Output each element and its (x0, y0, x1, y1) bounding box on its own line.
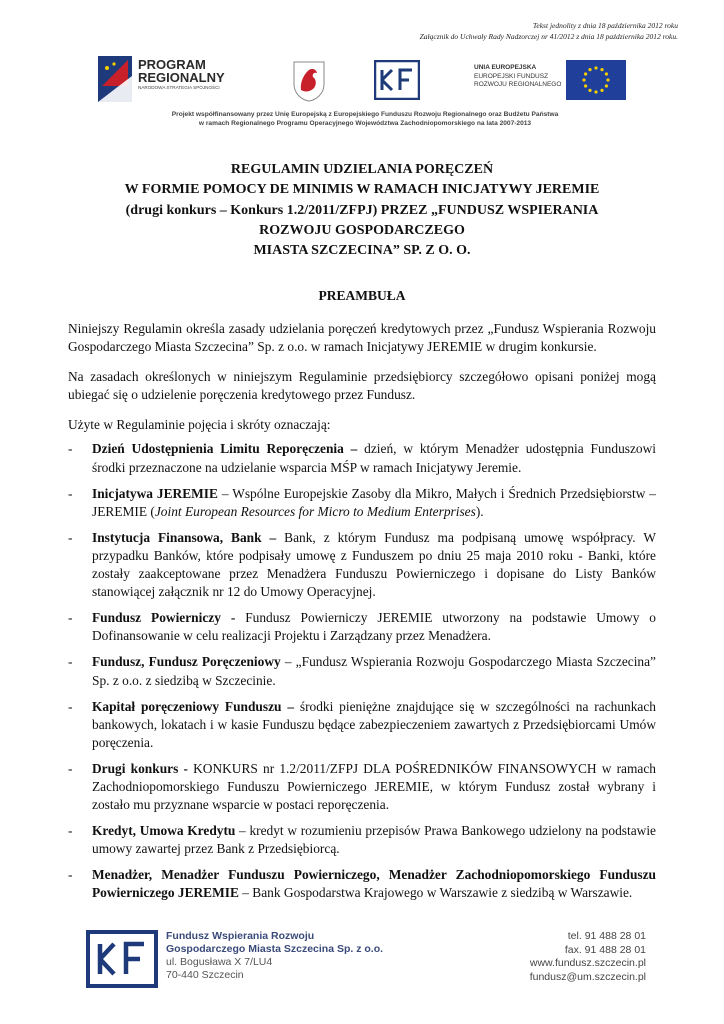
definition-item: - Inicjatywa JEREMIE – Wspólne Europejskie Zasoby dla Mikro, Małych i Średnich Przedsiębiorstw – JEREMIE (Joint European Resources for Micro to Medium Enterprises). (68, 485, 656, 519)
definition-text: dzień, w którym Menadżer udostępnia Funduszowi środki przeznaczone na udzielanie wsparcia MŚP w ramach Inicjatywy Jeremie. (92, 441, 656, 475)
definition-term: Inicjatywa JEREMIE (92, 485, 218, 501)
definition-item: - Menadżer, Menadżer Funduszu Powierniczego, Menadżer Zachodniopomorskiego Funduszu Powierniczego JEREMIE – Bank Gospodarstwa Krajowego w Warszawie z siedzibą w Warszawie. (68, 867, 656, 901)
program-regionalny-line-2: REGIONALNY (138, 70, 225, 85)
footer-org-line-2: Gospodarczego Miasta Szczecina Sp. z o.o. (166, 943, 384, 955)
document-header-note (420, 20, 678, 42)
footer-website-link[interactable]: www.fundusz.szczecin.pl (529, 957, 646, 969)
definition-text: – kredyt w rozumieniu przepisów Prawa Bankowego udzielony na podstawie umowy zawartej przez Bank z Przedsiębiorcą. (92, 823, 656, 857)
eu-logo (474, 60, 630, 104)
definition-item: - Kredyt, Umowa Kredytu – kredyt w rozumieniu przepisów Prawa Bankowego udzielony na podstawie umowy zawartej przez Bank z Przedsiębiorcą. (68, 823, 656, 857)
griffin-coat-of-arms-icon (292, 60, 326, 102)
definition-item: - Kapitał poręczeniowy Funduszu – środki pieniężne znajdujące się w szczególności na rachunkach bankowych, lokatach i w kasie Funduszu będące zabezpieczeniem zawartych z Przedsiębiorcami Umów poręczenia. (68, 698, 656, 750)
paragraph-scope: Niniejszy Regulamin określa zasady udzielania poręczeń kredytowych przez „Fundusz Wspierania Rozwoju Gospodarczego Miasta Szczecina” Sp. z o.o. w ramach Inicjatywy JEREMIE w drugim konkursie. (68, 321, 656, 355)
footer-organization (166, 930, 383, 982)
project-note-line-1: Projekt współfinansowany przez Unię Europejską z Europejskiego Funduszu Rozwoju Regionalnego oraz Budżetu Państwa (171, 111, 559, 118)
definition-item: - Dzień Udostępnienia Limitu Reporęczenia – dzień, w którym Menadżer udostępnia Funduszowi środki przeznaczone na udzielanie wsparcia MŚP w ramach Inicjatywy Jeremie. (68, 441, 656, 475)
title-line-3: (drugi konkurs – Konkurs 1.2/2011/ZFPJ) PRZEZ „FUNDUSZ WSPIERANIA (125, 202, 599, 218)
project-cofinancing-note (60, 110, 670, 128)
kf-footer-logo-icon (86, 930, 158, 988)
title-line-4: ROZWOJU GOSPODARCZEGO (259, 222, 465, 238)
definition-italic: Joint European Resources for Micro to Medium Enterprises (154, 503, 476, 519)
footer-org-line-1: Fundusz Wspierania Rozwoju (166, 930, 315, 942)
title-line-2: W FORMIE POMOCY DE MINIMIS W RAMACH INICJATYWY JEREMIE (124, 182, 600, 198)
definition-item: - Instytucja Finansowa, Bank – Bank, z którym Fundusz ma podpisaną umowę współpracy. W przypadku Banków, które podpisały umowę z Funduszem po dniu 25 maja 2010 roku - Banki, które zostały zaakceptowane przez Menadżera Funduszu Powierniczego i dopisane do Listy Banków stanowiącej załącznik nr 12 do Umowy Operacyjnej. (68, 529, 656, 600)
logo-bar (0, 56, 724, 116)
title-line-5: MIASTA SZCZECINA” SP. Z O. O. (253, 243, 471, 259)
definition-text: KONKURS nr 1.2/2011/ZFPJ DLA POŚREDNIKÓW FINANSOWYCH w ramach Zachodniopomorskiego Funduszu Powierniczego JEREMIE, w którym Fundusz został wybrany i zostało mu przyznane wsparcie w postaci reporęczenia. (92, 760, 656, 813)
definition-item: - Fundusz, Fundusz Poręczeniowy – „Fundusz Wspierania Rozwoju Gospodarczego Miasta Szczecina” Sp. z o.o. z siedzibą w Szczecinie. (68, 654, 657, 688)
project-note-line-2: w ramach Regionalnego Programu Operacyjnego Województwa Zachodniopomorskiego na lata 2007-2013 (198, 120, 532, 127)
preamble-heading: PREAMBUŁA (318, 288, 406, 303)
paragraph-eligibility: Na zasadach określonych w niniejszym Regulaminie przedsiębiorcy szczegółowo opisani poniżej mogą ubiegać się o udzielenie poręczenia kredytowego przez Fundusz. (68, 369, 656, 403)
program-regionalny-logo (98, 56, 248, 104)
coat-of-arms-logo (292, 60, 326, 102)
footer-phone: tel. 91 488 28 01 (567, 930, 646, 942)
kf-logo-icon (374, 60, 420, 100)
header-note-line-1: Tekst jednolity z dnia 18 października 2012 roku (532, 21, 678, 30)
document-title (60, 160, 664, 261)
definition-text: – „Fundusz Wspierania Rozwoju Gospodarczego Miasta Szczecina” Sp. z o.o. z siedzibą w Szczecinie. (92, 654, 657, 688)
footer-address-line-1: ul. Bogusława X 7/LU4 (166, 956, 273, 968)
program-regionalny-sub: NARODOWA STRATEGIA SPÓJNOŚCI (138, 85, 220, 90)
definition-text: – Bank Gospodarstwa Krajowego w Warszawie z siedzibą w Warszawie. (238, 885, 633, 901)
definition-item: - Drugi konkurs - KONKURS nr 1.2/2011/ZFPJ DLA POŚREDNIKÓW FINANSOWYCH w ramach Zachodniopomorskiego Funduszu Powierniczego JEREMIE, w którym Fundusz został wybrany i zostało mu przyznane wsparcie w postaci reporęczenia. (68, 760, 656, 813)
definition-term: Dzień Udostępnienia Limitu Reporęczenia – (92, 441, 358, 457)
title-line-1: REGULAMIN UDZIELANIA PORĘCZEŃ (230, 162, 494, 177)
definition-text: Fundusz Powierniczy JEREMIE utworzony na podstawie Umowy o Dofinansowanie w celu realizacji Projektu i Zarządzany przez Menadżera. (92, 610, 656, 644)
definition-term: Kredyt, Umowa Kredytu (92, 823, 236, 839)
program-regionalny-emblem-icon (98, 56, 132, 102)
definition-text: Bank, z którym Fundusz ma podpisaną umowę współpracy. W przypadku Banków, które podpisały umowę z Funduszem po dniu 25 maja 2010 roku - Banki, które zostały zaakceptowane przez Menadżera Funduszu Powierniczego i dopisane do Listy Banków stanowiącej załącznik nr 12 do Umowy Operacyjnej. (92, 529, 656, 600)
footer-address-line-2: 70-440 Szczecin (166, 969, 244, 981)
definition-text: środki pieniężne znajdujące się w szczególności na rachunkach bankowych, lokatach i w kasie Funduszu będące zabezpieczeniem zawartych z Przedsiębiorcami Umów poręczenia. (92, 698, 656, 750)
definition-term: Menadżer, Menadżer Funduszu Powierniczego, Menadżer Zachodniopomorskiego Funduszu Powierniczego JEREMIE (92, 867, 656, 901)
document-body (68, 320, 656, 911)
definition-term: Fundusz Powierniczy - (92, 610, 236, 626)
eu-flag-icon (566, 60, 626, 100)
eu-line-3: ROZWOJU REGIONALNEGO (474, 81, 562, 88)
definition-tail: ). (475, 503, 484, 519)
page-footer (0, 924, 724, 1004)
footer-contact (530, 930, 646, 984)
program-regionalny-line-1: PROGRAM (138, 57, 206, 72)
footer-fax: fax. 91 488 28 01 (564, 943, 646, 956)
definition-term: Drugi konkurs - (92, 760, 188, 776)
eu-line-2: EUROPEJSKI FUNDUSZ (474, 72, 549, 80)
fundusz-kf-logo (374, 60, 420, 100)
definition-term: Kapitał poręczeniowy Funduszu – (92, 698, 295, 714)
footer-email-link[interactable]: fundusz@um.szczecin.pl (529, 970, 646, 983)
paragraph-definitions-intro: Użyte w Regulaminie pojęcia i skróty oznaczają: (68, 417, 331, 433)
eu-line-1: UNIA EUROPEJSKA (474, 64, 537, 71)
definitions-list (68, 440, 656, 902)
header-note-line-2: Załącznik do Uchwały Rady Nadzorczej nr 41/2012 z dnia 18 października 2012 roku. (419, 32, 678, 41)
definition-text: – Wspólne Europejskie Zasoby dla Mikro, Małych i Średnich Przedsiębiorstw – JEREMIE ( (92, 485, 656, 519)
definition-term: Instytucja Finansowa, Bank – (92, 529, 277, 545)
definition-term: Fundusz, Fundusz Poręczeniowy (92, 654, 281, 670)
definition-item: - Fundusz Powierniczy - Fundusz Powierniczy JEREMIE utworzony na podstawie Umowy o Dofinansowanie w celu realizacji Projektu i Zarządzany przez Menadżera. (68, 610, 656, 644)
